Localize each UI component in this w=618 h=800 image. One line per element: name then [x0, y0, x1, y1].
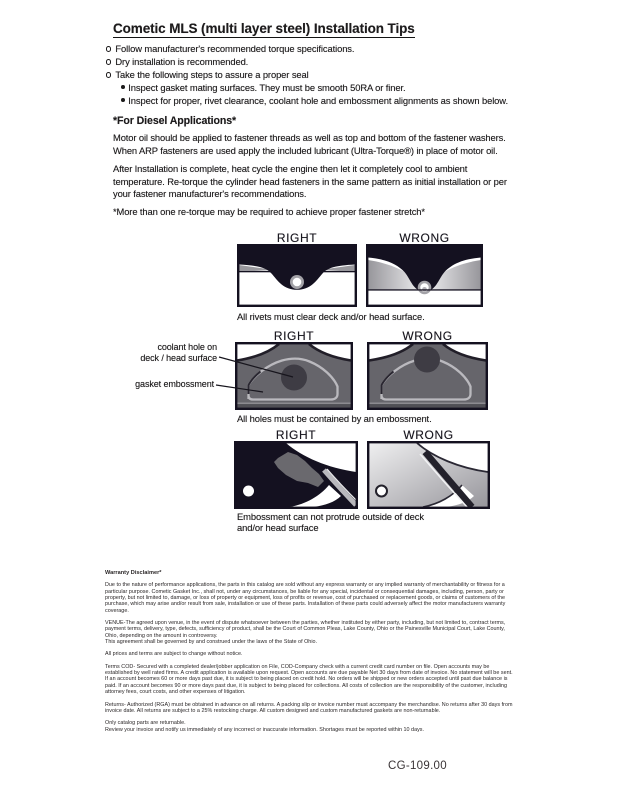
wrong-label: WRONG	[399, 231, 450, 245]
callout-line: coolant hole on	[157, 342, 217, 352]
protrusion-wrong-diagram	[367, 441, 490, 509]
legal-fine-print	[105, 570, 514, 733]
tips-list	[106, 43, 536, 108]
gasket-embossment-callout: gasket embossment	[135, 379, 214, 389]
caption-line: Embossment can not protrude outside of deck	[237, 511, 424, 522]
row2-caption: All holes must be contained by an embossment.	[237, 413, 432, 424]
retorque-note: *More than one re-torque may be required to achieve proper fastener stretch*	[113, 206, 425, 217]
callout-line: deck / head surface	[140, 352, 217, 363]
row3-caption	[237, 511, 467, 533]
diesel-paragraph-2: After Installation is complete, heat cycle the engine then let it completely cool to ambient temperature. Re-torque the cylinder head fasteners in the same pattern as initial installation or per your fastener manufacturer's recommendations.	[113, 163, 507, 200]
protrusion-right-diagram	[234, 441, 358, 509]
warranty-paragraph: Due to the nature of performance applications, the parts in this catalog are sold without any express warranty or any implied warranty of merchantability or fitness for a particular purpose. Cometic Gasket Inc., shall not, under any circumstances, be liable for any special, incidental or consequential damages, including, person, party or property, but not limited to, damage, or loss of property or equipment, loss of profits or revenue, cost of purchased or replacement goods, or claims of customers of the purchase, which may arise and/or result from sale, installation or use of these parts. Installation of these parts could adversely affect the motor manufacturers warranty coverage.	[105, 582, 506, 614]
governing-law-line: This agreement shall be governed by and construed under the laws of the State of Ohio.	[105, 639, 318, 646]
tip-text: Follow manufacturer's recommended torque specifications.	[115, 43, 355, 54]
wrong-label: WRONG	[402, 329, 453, 343]
returns-paragraph: Returns- Authorized (RGA) must be obtained in advance on all returns. A packing slip or invoice number must accompany the merchandise. No returns after 30 days from invoice date. All returns are subject to a 25% restocking charge. All custom designed and custom manufactured gaskets are non-returnable.	[105, 701, 513, 714]
tip-text: Inspect for proper, rivet clearance, coolant hole and embossment alignments as shown below.	[128, 95, 508, 106]
list-item	[121, 95, 536, 108]
catalog-page-code: CG-109.00	[388, 760, 447, 772]
prices-line: All prices and terms are subject to change without notice.	[105, 651, 243, 658]
embossment-right-diagram	[235, 342, 353, 410]
tip-text: Take the following steps to assure a proper seal	[115, 69, 309, 80]
review-invoice-line: Review your invoice and notify us immediately of any incorrect or inaccurate information. Shortages must be reported within 10 days.	[105, 726, 425, 733]
list-item	[106, 43, 536, 56]
row1-caption: All rivets must clear deck and/or head surface.	[237, 311, 425, 322]
terms-paragraph: Terms COD- Secured with a completed dealer/jobber application on File, COD-Company check with a current credit card number on file. Open accounts may be established by well rated firms. A credit application is available upon request. Open accounts are due payable Net 30 days from date of invoice. No statement will be sent. If an account becomes 60 or more days past due, it is subject to being placed on credit hold. No orders will be shipped or new orders accepted until past due balance is paid. If an account becomes 90 or more days past due, it is subject to being placed for collections. All costs of collection are the responsibility of the customer, including attorney fees, court costs, and other expenses of litigation.	[105, 663, 513, 696]
dot-bullet-icon	[121, 98, 125, 102]
circle-bullet-icon	[106, 72, 111, 77]
warranty-disclaimer-heading: Warranty Disclaimer*	[105, 570, 162, 576]
returnable-line: Only catalog parts are returnable.	[105, 720, 186, 727]
tip-text: Inspect gasket mating surfaces. They must be smooth 50RA or finer.	[128, 82, 406, 93]
rivet-right-diagram	[237, 244, 357, 307]
coolant-hole-callout	[110, 342, 217, 363]
venue-paragraph: VENUE-The agreed upon venue, in the event of dispute whatsoever between the parties, whether instituted by either party, including, but not limited to, contract terms, payment terms, delivery, type, defects, sufficiency of product, shall be the Court of Common Pleas, Lake County, Ohio or the Painesville Municipal Court, Lake County, Ohio, depending on the amount in controversy.	[105, 620, 506, 639]
diesel-heading: *For Diesel Applications*	[113, 115, 237, 127]
list-item	[106, 56, 536, 69]
caption-line: and/or head surface	[237, 522, 319, 533]
list-item	[121, 82, 536, 95]
circle-bullet-icon	[106, 46, 111, 51]
circle-bullet-icon	[106, 59, 111, 64]
embossment-wrong-diagram	[367, 342, 488, 410]
tip-text: Dry installation is recommended.	[115, 56, 249, 67]
dot-bullet-icon	[121, 85, 125, 89]
wrong-label: WRONG	[403, 428, 454, 442]
rivet-wrong-diagram	[366, 244, 483, 307]
right-label: RIGHT	[275, 428, 317, 442]
right-label: RIGHT	[276, 231, 318, 245]
page-title: Cometic MLS (multi layer steel) Installation Tips	[113, 21, 415, 36]
right-label: RIGHT	[273, 329, 315, 343]
diesel-paragraph-1: Motor oil should be applied to fastener threads as well as top and bottom of the fastener washers. When ARP fasteners are used apply the included lubricant (Ultra-Torque®) in place of motor oil.	[113, 132, 506, 156]
list-item	[106, 69, 536, 82]
